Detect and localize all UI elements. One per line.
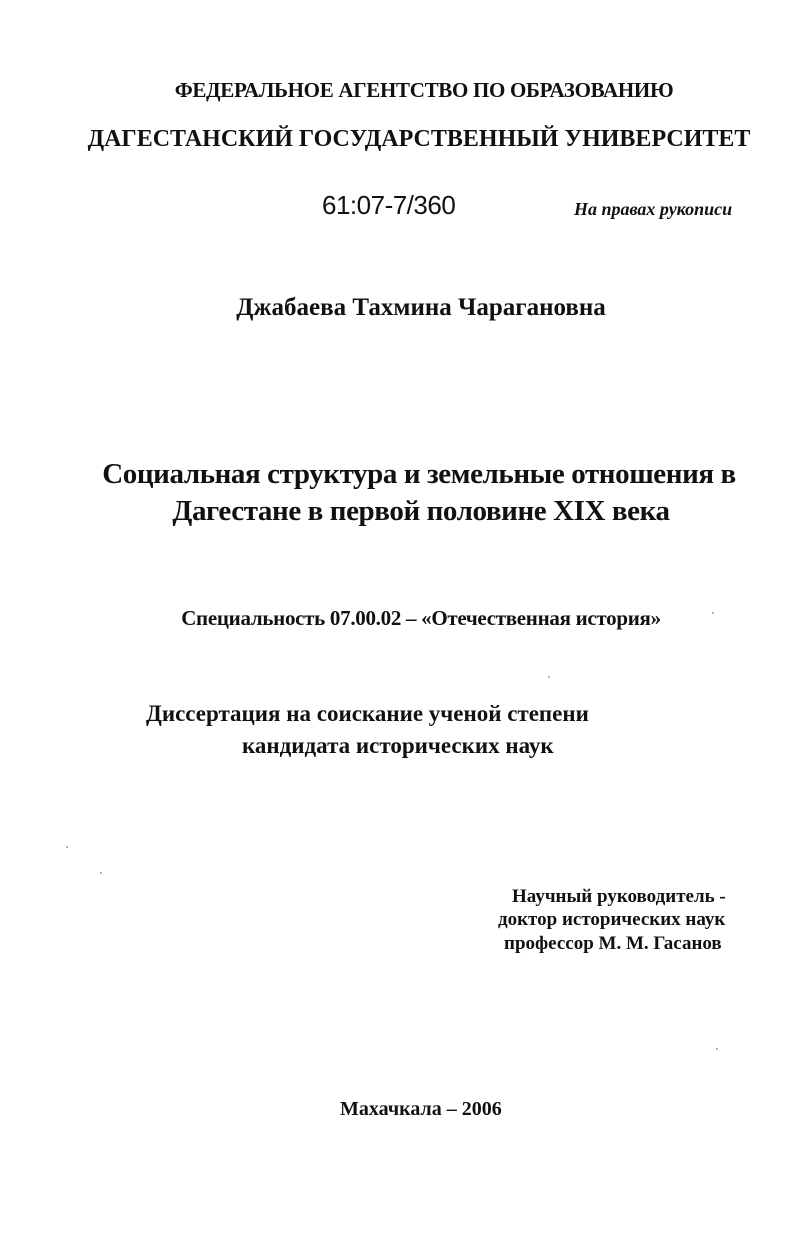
catalog-code: 61:07-7/360 xyxy=(322,190,456,220)
supervisor-degree: доктор исторических наук xyxy=(498,909,726,930)
scan-speck xyxy=(712,612,714,614)
dissertation-degree-line-2: кандидата исторических наук xyxy=(242,733,554,758)
rights-note: На правах рукописи xyxy=(574,199,733,219)
dissertation-degree-line-1: Диссертация на соискание ученой степени xyxy=(146,701,589,726)
agency-name: ФЕДЕРАЛЬНОЕ АГЕНТСТВО ПО ОБРАЗОВАНИЮ xyxy=(174,78,674,102)
scan-speck xyxy=(548,676,550,678)
thesis-title-line-1: Социальная структура и земельные отношения в xyxy=(102,458,736,490)
place-and-year: Махачкала – 2006 xyxy=(340,1098,502,1120)
supervisor-role: Научный руководитель - xyxy=(512,886,726,907)
author-name: Джабаева Тахмина Чарагановна xyxy=(236,294,606,321)
scan-speck xyxy=(100,872,102,874)
specialty: Специальность 07.00.02 – «Отечественная история» xyxy=(181,606,661,630)
scan-speck xyxy=(716,1048,718,1050)
thesis-title-line-2: Дагестане в первой половине XIX века xyxy=(172,495,670,527)
university-name: ДАГЕСТАНСКИЙ ГОСУДАРСТВЕННЫЙ УНИВЕРСИТЕТ xyxy=(87,126,751,152)
scan-speck xyxy=(66,846,68,848)
supervisor-name: профессор М. М. Гасанов xyxy=(504,933,722,954)
